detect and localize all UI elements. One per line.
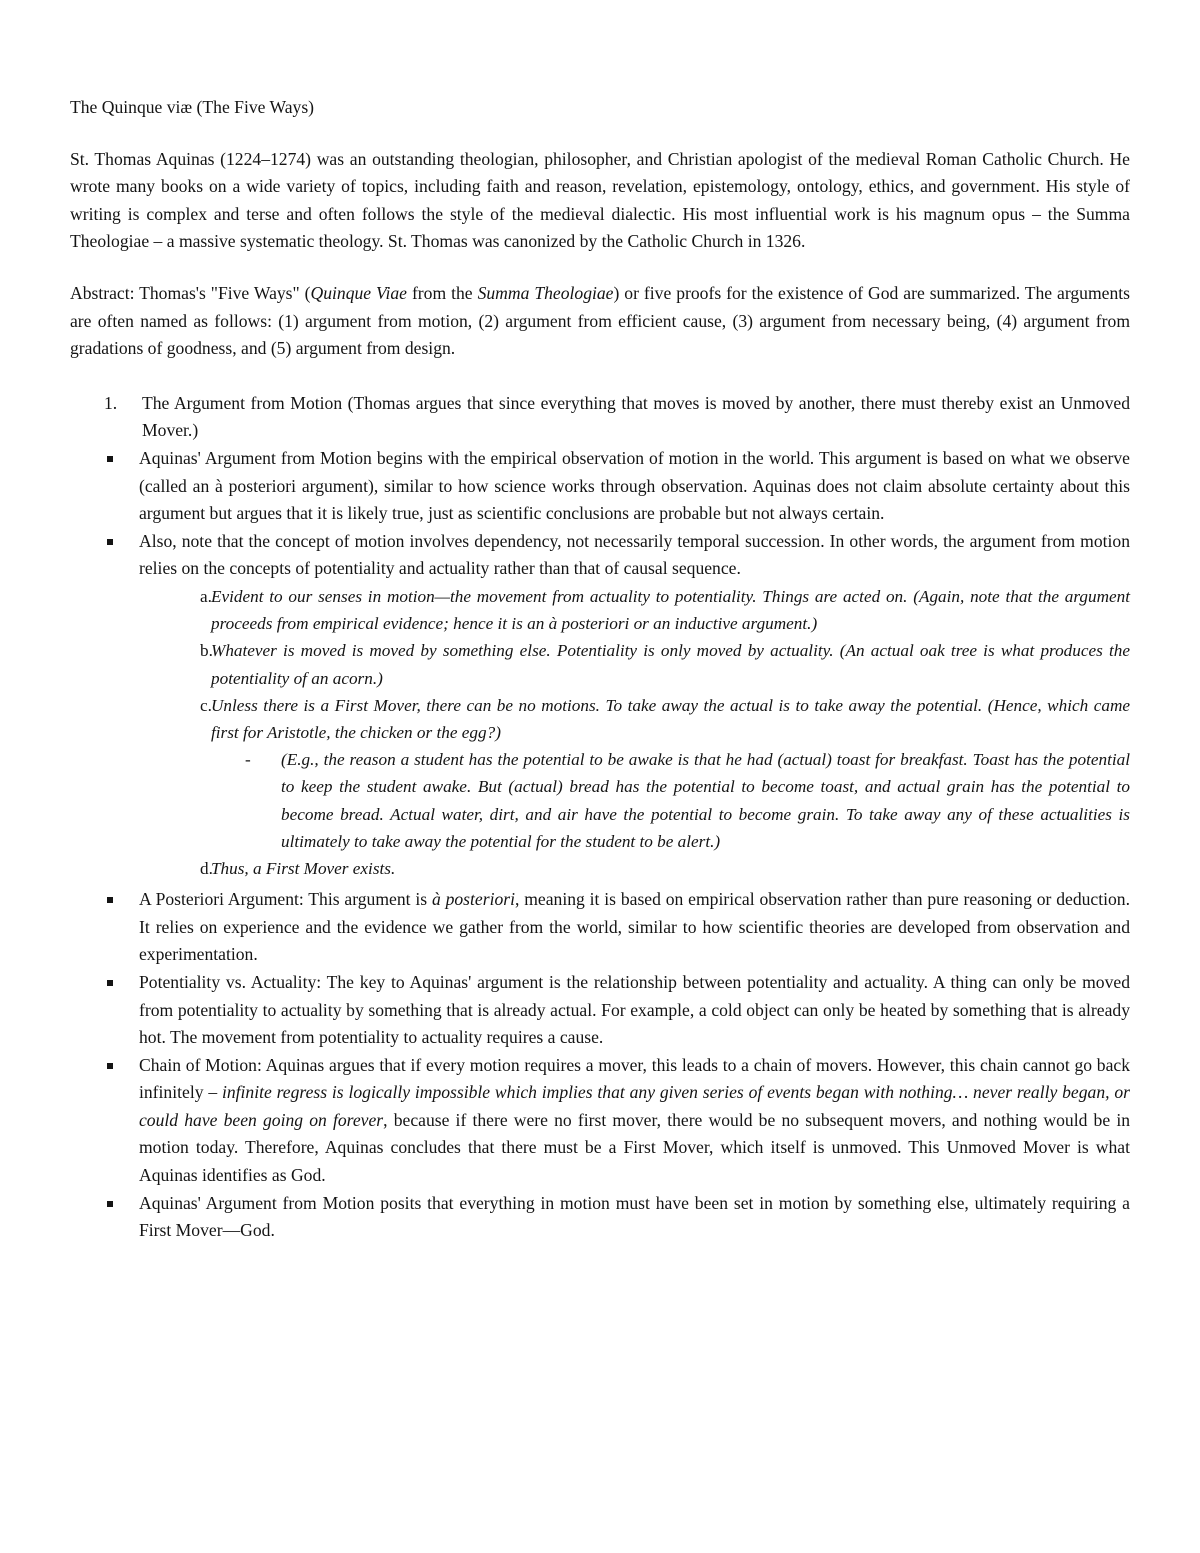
square-bullet-icon xyxy=(107,980,113,986)
square-bullet-icon xyxy=(107,1063,113,1069)
square-bullet-icon xyxy=(107,1201,113,1207)
item-text: Evident to our senses in motion—the movement from actuality to potentiality. Things are acted on. (Again, note that the argument proceeds from empirical evidence; hence it is an à posteriori or an inductive argument.) xyxy=(211,586,1130,634)
abstract-summa: Summa Theologiae xyxy=(477,282,614,303)
bullet-dependency xyxy=(0,528,1130,583)
abstract-text-3: ) or five proofs for the existence of God are summarized. The arguments are often named as follows: (1) argument from motion, (2) argument from efficient cause, (3) argument from necessary being, (4) argument from gradations of goodness, and (5) argument from design. xyxy=(70,282,1131,359)
square-bullet-icon xyxy=(107,456,113,462)
abstract-paragraph xyxy=(70,280,1130,363)
bullet-lead: A Posteriori Argument: This argument is xyxy=(139,889,432,910)
item-letter: b. xyxy=(200,641,213,661)
bullet-chain-of-motion xyxy=(0,1052,1130,1190)
abstract-text-2: from the xyxy=(407,282,478,303)
item-letter: d. xyxy=(200,858,213,878)
bullet-text: Also, note that the concept of motion involves dependency, not necessarily temporal succession. In other words, the argument from motion relies on the concepts of potentiality and actuality rather than that of causal sequence. xyxy=(139,530,1130,579)
lettered-item-c xyxy=(0,692,1130,746)
bullet-rest: , because if there were no first mover, there would be no subsequent movers, and nothing would be in motion today. Therefore, Aquinas concludes that there must be a First Mover, which itself is unmoved. This Unmoved Mover is what Aquinas identifies as God. xyxy=(139,1109,1130,1186)
bullet-a-posteriori xyxy=(0,886,1130,969)
list-number: 1. xyxy=(104,392,118,413)
dash-item-text: (E.g., the reason a student has the potential to be awake is that he had (actual) toast for breakfast. Toast has the potential to keep the student awake. But (actual) bread has the potential to become toast, and actual grain has the potential to become bread. Actual water, dirt, and air have the potential to become grain. To take away any of these actualities is ultimately to take away the potential for the student to be alert.) xyxy=(281,750,1130,851)
bullet-text: Aquinas' Argument from Motion begins with the empirical observation of motion in the world. This argument is based on what we observe (called an à posteriori argument), similar to how science works through observation. Aquinas does not claim absolute certainty about this argument but argues that it is likely true, just as scientific conclusions are probable but not always certain. xyxy=(139,447,1130,524)
abstract-quinque: Quinque Viae xyxy=(310,282,407,303)
list-item-argument-from-motion xyxy=(70,390,1130,445)
intro-paragraph: St. Thomas Aquinas (1224–1274) was an outstanding theologian, philosopher, and Christian apologist of the medieval Roman Catholic Church. He wrote many books on a wide variety of topics, including faith and reason, revelation, epistemology, ontology, ethics, and government. His style of writing is complex and terse and often follows the style of the medieval dialectic. His most influential work is his magnum opus – the Summa Theologiae – a massive systematic theology. St. Thomas was canonized by the Catholic Church in 1326. xyxy=(70,148,1130,252)
bullet-lead: Chain of Motion: Aquinas argues that if every motion requires a mover, this leads to a chain of movers. However, this chain cannot go back infinitely – xyxy=(139,1054,1130,1103)
item-text: Whatever is moved is moved by something else. Potentiality is only moved by actuality. (An actual oak tree is what produces the potentiality of an acorn.) xyxy=(211,641,1130,688)
document-body xyxy=(70,94,1130,1245)
bullet-text: Potentiality vs. Actuality: The key to Aquinas' argument is the relationship between potentiality and actuality. A thing can only be moved from potentiality to actuality by something that is already actual. For example, a cold object can only be heated by something that is already hot. The movement from potentiality to actuality requires a cause. xyxy=(139,971,1130,1048)
bullet-summary xyxy=(0,1190,1130,1245)
item-letter: a. xyxy=(200,586,212,606)
lettered-item-a xyxy=(0,583,1130,637)
bullet-list xyxy=(0,445,1130,1245)
square-bullet-icon xyxy=(107,539,113,545)
list-item-text: The Argument from Motion (Thomas argues that since everything that moves is moved by another, there must thereby exist an Unmoved Mover.) xyxy=(142,392,1130,441)
bullet-text xyxy=(139,1052,1130,1190)
bullet-text xyxy=(139,886,1130,969)
dash-bullet: - xyxy=(245,750,251,770)
abstract-text-1: Abstract: Thomas's "Five Ways" ( xyxy=(70,282,311,303)
lettered-list xyxy=(0,583,1130,882)
bullet-emphasis: à posteriori xyxy=(431,889,515,910)
lettered-item-d xyxy=(0,855,1130,882)
bullet-rest: , meaning it is based on empirical observation rather than pure reasoning or deduction. It relies on experience and the evidence we gather from the world, similar to how scientific theories are developed from observation and experimentation. xyxy=(139,889,1130,965)
bullet-empirical-observation xyxy=(0,445,1130,528)
bullet-potentiality-actuality xyxy=(0,969,1130,1052)
lettered-item-b xyxy=(0,637,1130,691)
item-letter: c. xyxy=(200,695,212,715)
bullet-emphasis: infinite regress is logically impossible which implies that any given series of events began with nothing… never really began, or could have been going on forever xyxy=(139,1082,1130,1130)
item-text: Thus, a First Mover exists. xyxy=(211,858,396,878)
item-text: Unless there is a First Mover, there can be no motions. To take away the actual is to take away the potential. (Hence, which came first for Aristotle, the chicken or the egg?) xyxy=(211,695,1130,742)
bullet-text: Aquinas' Argument from Motion posits that everything in motion must have been set in motion by something else, ultimately requiring a First Mover—God. xyxy=(139,1192,1130,1241)
document-title: The Quinque viæ (The Five Ways) xyxy=(70,97,315,117)
dash-item-example xyxy=(0,746,1130,855)
square-bullet-icon xyxy=(107,897,113,903)
